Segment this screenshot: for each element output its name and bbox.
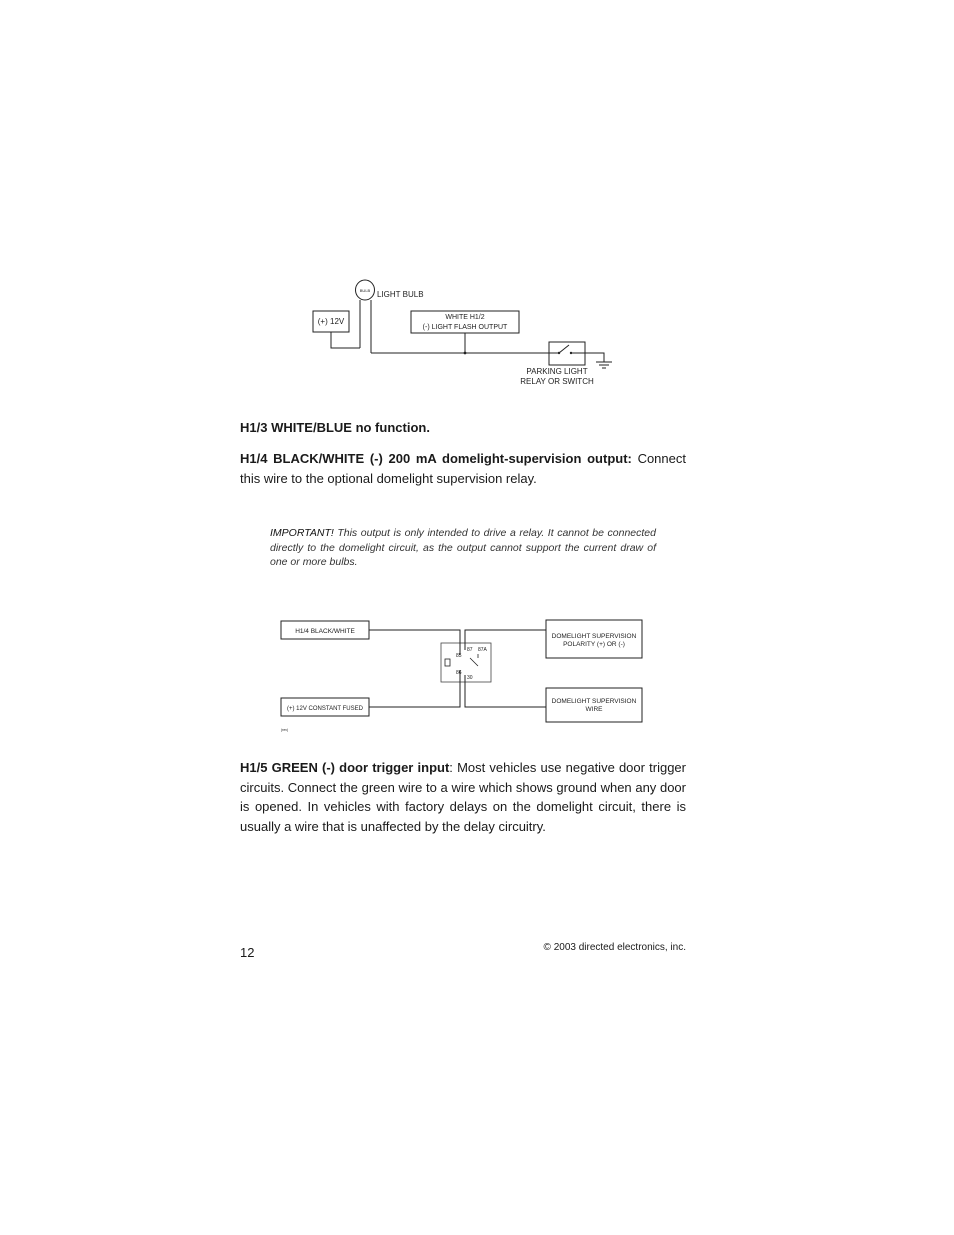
h1-5-paragraph (240, 758, 686, 836)
bulb-inner-label: BULB (359, 288, 371, 293)
important-text: This output is only intended to drive a relay. It cannot be connected directly to the domelight circuit, as the output cannot support the current draw of one or more bulbs. (270, 527, 656, 568)
h1-4-heading: H1/4 BLACK/WHITE (-) 200 mA domelight-supervision output: (240, 451, 632, 466)
domelight-polarity-line2: POLARITY (+) OR (-) (563, 641, 625, 648)
light-bulb-label: LIGHT BULB (377, 290, 424, 299)
h1-3-heading: H1/3 WHITE/BLUE no function. (240, 420, 430, 435)
parking-light-label: PARKING LIGHT (526, 367, 588, 376)
constant-fused-label: (+) 12V CONSTANT FUSED (287, 706, 363, 712)
pin-30-label: 30 (467, 675, 473, 681)
domelight-polarity-line1: DOMELIGHT SUPERVISION (551, 633, 637, 640)
pin-86-label: 86 (456, 670, 462, 676)
pin-87-label: 87 (467, 647, 473, 653)
domelight-wire-line2: WIRE (585, 706, 603, 713)
h1-5-heading: H1/5 GREEN (-) door trigger input (240, 760, 450, 775)
pin-87a-label: 87A (478, 647, 487, 653)
important-lead: IMPORTANT! (270, 527, 334, 539)
relay-or-switch-label: RELAY OR SWITCH (520, 377, 594, 386)
domelight-wire-line1: DOMELIGHT SUPERVISION (551, 698, 637, 705)
pin-85-label: 85 (456, 653, 462, 659)
white-h1-2-label: WHITE H1/2 (445, 314, 485, 321)
domelight-wire-box (546, 688, 642, 722)
copyright: © 2003 directed electronics, inc. (543, 942, 686, 953)
small-mark: (rev) (281, 728, 289, 732)
light-flash-output-label: (-) LIGHT FLASH OUTPUT (422, 324, 508, 331)
plus-12v-label: (+) 12V (317, 317, 345, 326)
h1-5-text: : Most vehicles use negative door trigger circuits. Connect the green wire to a wire which shows ground when any door is opened. In vehicles with factory delays on the domelight circuit, there is usually a wire that is unaffected by the delay circuitry. (240, 760, 686, 834)
h1-4-text: Connect this wire to the optional domelight supervision relay. (240, 451, 686, 486)
black-white-label: H1/4 BLACK/WHITE (295, 628, 355, 635)
page-number: 12 (240, 945, 255, 960)
